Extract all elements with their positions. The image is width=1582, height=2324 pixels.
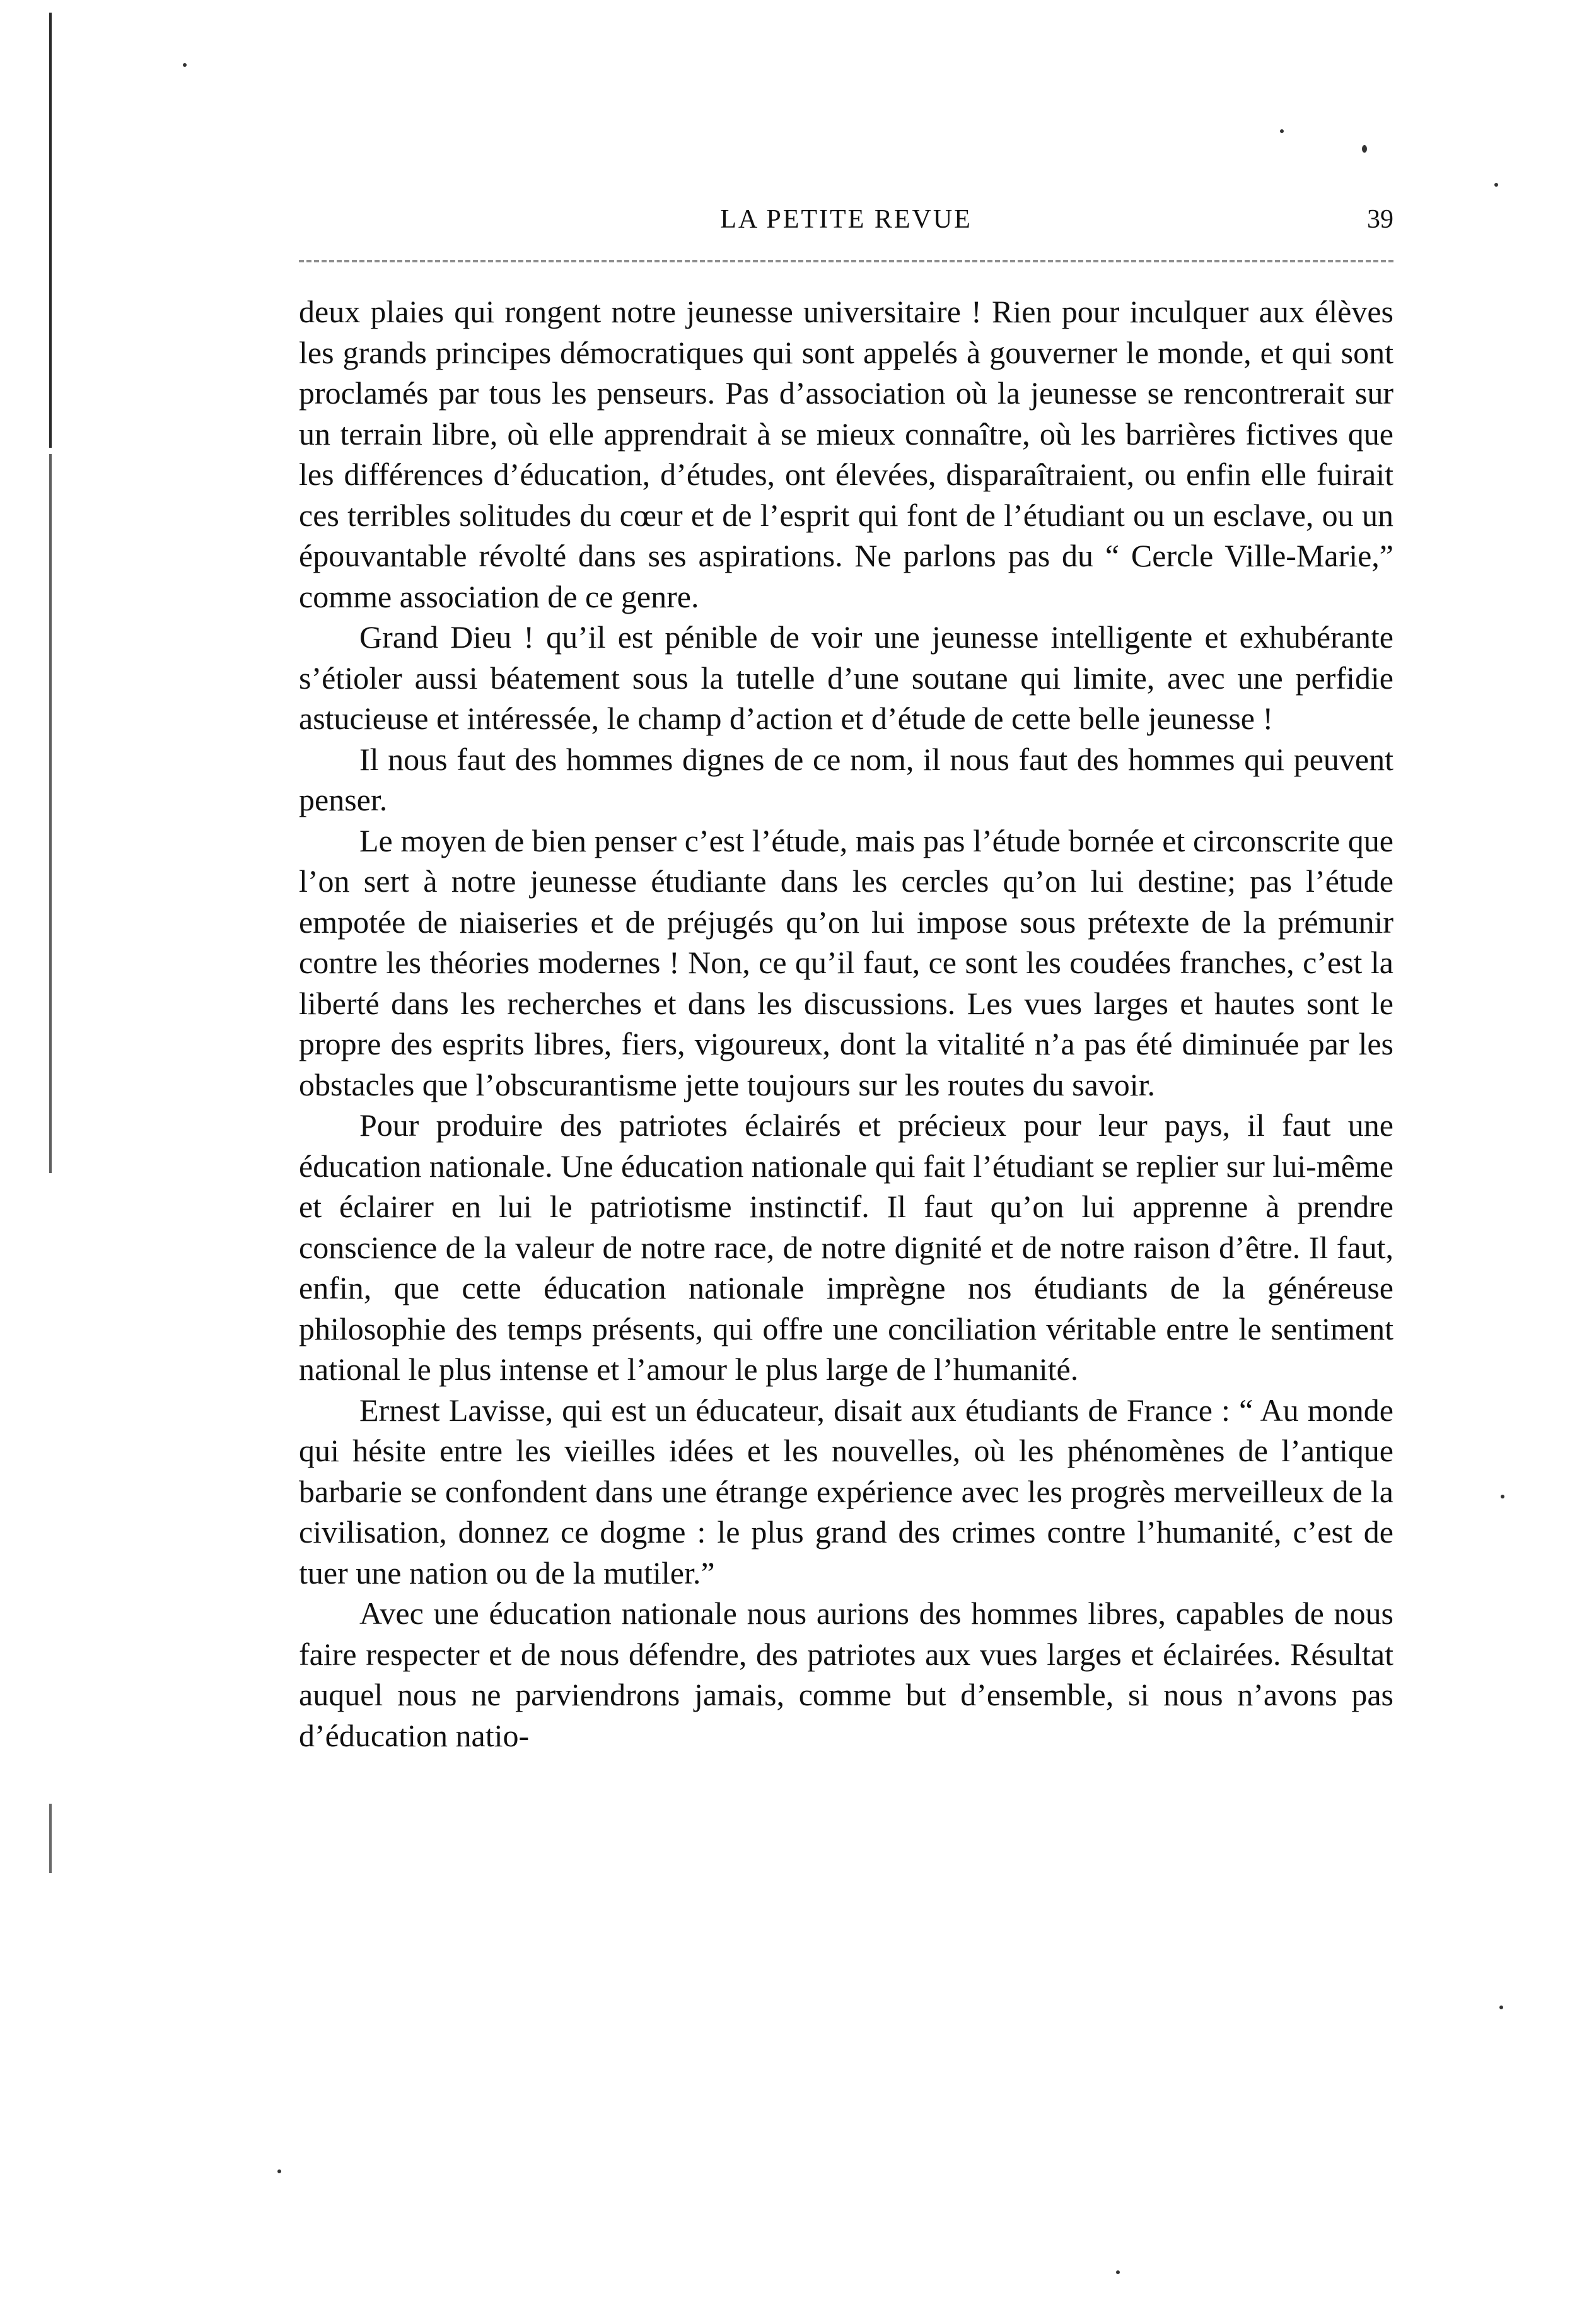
paragraph: Le moyen de bien penser c’est l’étude, mais pas l’étude bornée et circonscrite que l’on sert à notre jeunesse étudiante dans les cercles qu’on lui destine; pas l’étude empotée de niaiseries et de préjugés qu’on lui impose sous prétexte de la prémunir contre les théories modernes ! Non, ce qu’il faut, ce sont les coudées franches, c’est la liberté dans les recherches et dans les discussions. Les vues larges et hautes sont le propre des esprits libres, fiers, vigoureux, dont la vitalité n’a pas été diminuée par les obstacles que l’obscurantisme jette toujours sur les routes du savoir. xyxy=(299,822,1393,1102)
paragraph: Il nous faut des hommes dignes de ce nom, il nous faut des hommes qui peuvent penser. xyxy=(299,741,1393,817)
page-number: 39 xyxy=(1367,205,1393,234)
paragraph-continued: deux plaies qui rongent notre jeunesse universitaire ! Rien pour inculquer aux élèves les grands principes démocratiques qui sont appelés à gouverner le monde, et qui sont proclamés par tous les penseurs. Pas d’association où la jeunesse se rencontrerait sur un terrain libre, où elle apprendrait à se mieux connaître, où les barrières fictives que les différences d’éducation, d’études, ont élevées, disparaîtraient, ou enfin elle fuirait ces terribles solitudes du cœur et de l’esprit qui font de l’étudiant ou un esclave, ou un épouvantable révolté dans ses aspirations. Ne parlons pas du “ Cercle Ville-Marie,” comme association de ce genre. xyxy=(299,294,1393,614)
scan-speck xyxy=(1280,129,1284,133)
scan-speck xyxy=(1499,2006,1503,2009)
scan-edge-line-middle xyxy=(49,454,52,1173)
scan-edge-line-lower xyxy=(49,1804,52,1873)
scan-speck xyxy=(183,63,187,67)
scan-speck xyxy=(1116,2270,1120,2274)
running-title: LA PETITE REVUE xyxy=(720,205,972,234)
scan-speck xyxy=(277,2169,281,2173)
article-body xyxy=(299,291,1393,1756)
paragraph: Grand Dieu ! qu’il est pénible de voir une jeunesse intelligente et exhubérante s’étioler aussi béatement sous la tutelle d’une soutane qui limite, avec une perfidie astucieuse et intéressée, le champ d’action et d’étude de cette belle jeunesse ! xyxy=(299,619,1393,736)
paragraph: Pour produire des patriotes éclairés et précieux pour leur pays, il faut une éducation nationale. Une éducation nationale qui fait l’étudiant se replier sur lui-même et éclairer en lui le patriotisme instinctif. Il faut qu’on lui apprenne à prendre conscience de la valeur de notre race, de notre dignité et de notre raison d’être. Il faut, enfin, que cette éducation nationale imprègne nos étudiants de la généreuse philosophie des temps présents, qui offre une conciliation véritable entre le sentiment national le plus intense et l’amour le plus large de l’humanité. xyxy=(299,1107,1393,1387)
scan-speck xyxy=(1494,183,1498,187)
header-rule xyxy=(299,260,1393,262)
paragraph: Ernest Lavisse, qui est un éducateur, disait aux étudiants de France : “ Au monde qui hésite entre les vieilles idées et les nouvelles, où les phénomènes de l’antique barbarie se confondent dans une étrange expérience avec les progrès merveilleux de la civilisation, donnez ce dogme : le plus grand des crimes contre l’humanité, c’est de tuer une nation ou de la mutiler.” xyxy=(299,1392,1393,1591)
scan-speck xyxy=(1501,1495,1504,1498)
scan-speck xyxy=(1362,145,1367,153)
scan-edge-line-top xyxy=(49,13,52,448)
paragraph: Avec une éducation nationale nous aurions des hommes libres, capables de nous faire respecter et de nous défendre, des patriotes aux vues larges et éclairées. Résultat auquel nous ne parviendrons jamais, comme but d’ensemble, si nous n’avons pas d’éducation natio- xyxy=(299,1596,1393,1753)
page-header xyxy=(299,201,1393,238)
